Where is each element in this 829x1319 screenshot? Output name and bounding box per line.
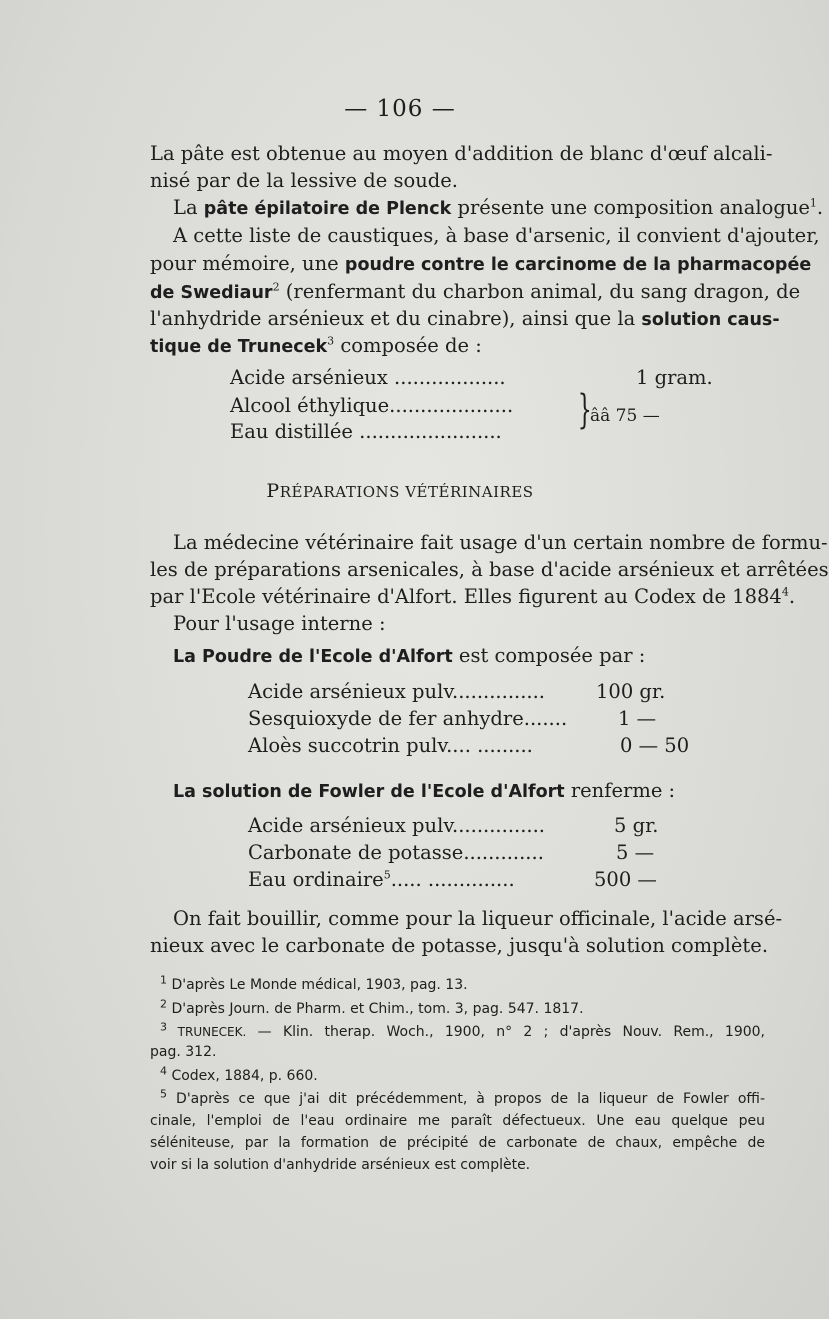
body-text-line: La solution de Fowler de l'Ecole d'Alfort renferme :: [173, 779, 676, 802]
body-text-line: nieux avec le carbonate de potasse, jusqu'à solution complète.: [150, 934, 769, 957]
recipe-quantity: 5 —: [616, 841, 655, 864]
body-text-line: nisé par de la lessive de soude.: [150, 169, 458, 192]
body-text-line: par l'Ecole vétérinaire d'Alfort. Elles figurent au Codex de 1884$^4$.: [150, 585, 796, 608]
body-text-line: A cette liste de caustiques, à base d'arsenic, il convient d'ajouter,: [173, 224, 820, 247]
bold-term: poudre contre le carcinome de la pharmacopée: [344, 255, 812, 275]
footnote: $^5$ D'après ce que j'ai dit précédemment, à propos de la liqueur de Fowler offi-: [160, 1087, 765, 1107]
body-text-line: les de préparations arsenicales, à base d'acide arsénieux et arrêtées: [150, 558, 829, 581]
recipe-ingredient: Eau ordinaire$^5$..... ..............: [248, 868, 515, 891]
recipe-ingredient: Carbonate de potasse.............: [248, 841, 544, 864]
recipe-ingredient: Eau distillée .......................: [230, 420, 502, 443]
body-text-line: La pâte épilatoire de Plenck présente une composition analogue$^1$.: [173, 196, 824, 219]
footnote: $^4$ Codex, 1884, p. 660.: [160, 1064, 318, 1084]
footnote: $^1$ D'après Le Monde médical, 1903, pag. 13.: [160, 973, 468, 993]
footnote-ref: 4: [781, 585, 789, 599]
bold-term: tique de Trunecek: [150, 337, 328, 357]
bold-term: La Poudre de l'Ecole d'Alfort: [173, 647, 453, 667]
footnote-ref: 3: [327, 334, 335, 348]
body-text-line: pour mémoire, une poudre contre le carcinome de la pharmacopée: [150, 252, 812, 275]
body-text-line: La médecine vétérinaire fait usage d'un certain nombre de formu-: [173, 531, 828, 554]
section-heading: PRÉPARATIONS VÉTÉRINAIRES: [266, 480, 534, 502]
recipe-quantity: 100 gr.: [596, 680, 666, 703]
footnote: voir si la solution d'anhydride arsénieux est complète.: [150, 1157, 531, 1173]
body-text-line: La Poudre de l'Ecole d'Alfort est composée par :: [173, 644, 646, 667]
footnote: $^2$ D'après Journ. de Pharm. et Chim., tom. 3, pag. 547. 1817.: [160, 997, 584, 1017]
footnote-ref: 1: [809, 196, 817, 210]
recipe-quantity: 0 — 50: [620, 734, 690, 757]
page-number: — 106 —: [344, 96, 456, 122]
body-text-line: de Swediaur$^2$ (renfermant du charbon animal, du sang dragon, de: [150, 280, 801, 303]
bold-term: La solution de Fowler de l'Ecole d'Alfort: [173, 782, 565, 802]
footnote-ref: 2: [272, 280, 280, 294]
body-text-line: Pour l'usage interne :: [173, 612, 386, 635]
recipe-quantity: ââ 75 —: [590, 406, 660, 426]
footnote: $^3$ TRUNECEK. — Klin. therap. Woch., 1900, n° 2 ; d'après Nouv. Rem., 1900,: [160, 1020, 765, 1040]
recipe-quantity: 5 gr.: [614, 814, 659, 837]
body-text-line: tique de Trunecek$^3$ composée de :: [150, 334, 482, 357]
footnote: cinale, l'emploi de l'eau ordinaire me paraît défectueux. Une eau quelque peu: [150, 1113, 765, 1129]
body-text-line: On fait bouillir, comme pour la liqueur officinale, l'acide arsé-: [173, 907, 783, 930]
brace-symbol: }: [577, 387, 592, 433]
bold-term: pâte épilatoire de Plenck: [203, 199, 452, 219]
recipe-ingredient: Acide arsénieux pulv...............: [248, 680, 546, 703]
recipe-quantity: 500 —: [594, 868, 657, 891]
recipe-quantity: 1 gram.: [636, 366, 713, 389]
recipe-ingredient: Aloès succotrin pulv.... .........: [248, 734, 533, 757]
recipe-ingredient: Sesquioxyde de fer anhydre.......: [248, 707, 568, 730]
body-text-line: l'anhydride arsénieux et du cinabre), ainsi que la solution caus-: [150, 307, 780, 330]
footnote: séléniteuse, par la formation de précipité de carbonate de chaux, empêche de: [150, 1135, 765, 1151]
body-text-line: La pâte est obtenue au moyen d'addition de blanc d'œuf alcali-: [150, 142, 773, 165]
bold-term: solution caus-: [641, 310, 780, 330]
bold-term: de Swediaur: [150, 283, 273, 303]
recipe-ingredient: Alcool éthylique....................: [230, 394, 514, 417]
recipe-ingredient: Acide arsénieux ..................: [230, 366, 506, 389]
footnote-ref: 5: [383, 868, 391, 882]
footnote: pag. 312.: [150, 1044, 217, 1060]
recipe-ingredient: Acide arsénieux pulv...............: [248, 814, 546, 837]
recipe-quantity: 1 —: [618, 707, 657, 730]
